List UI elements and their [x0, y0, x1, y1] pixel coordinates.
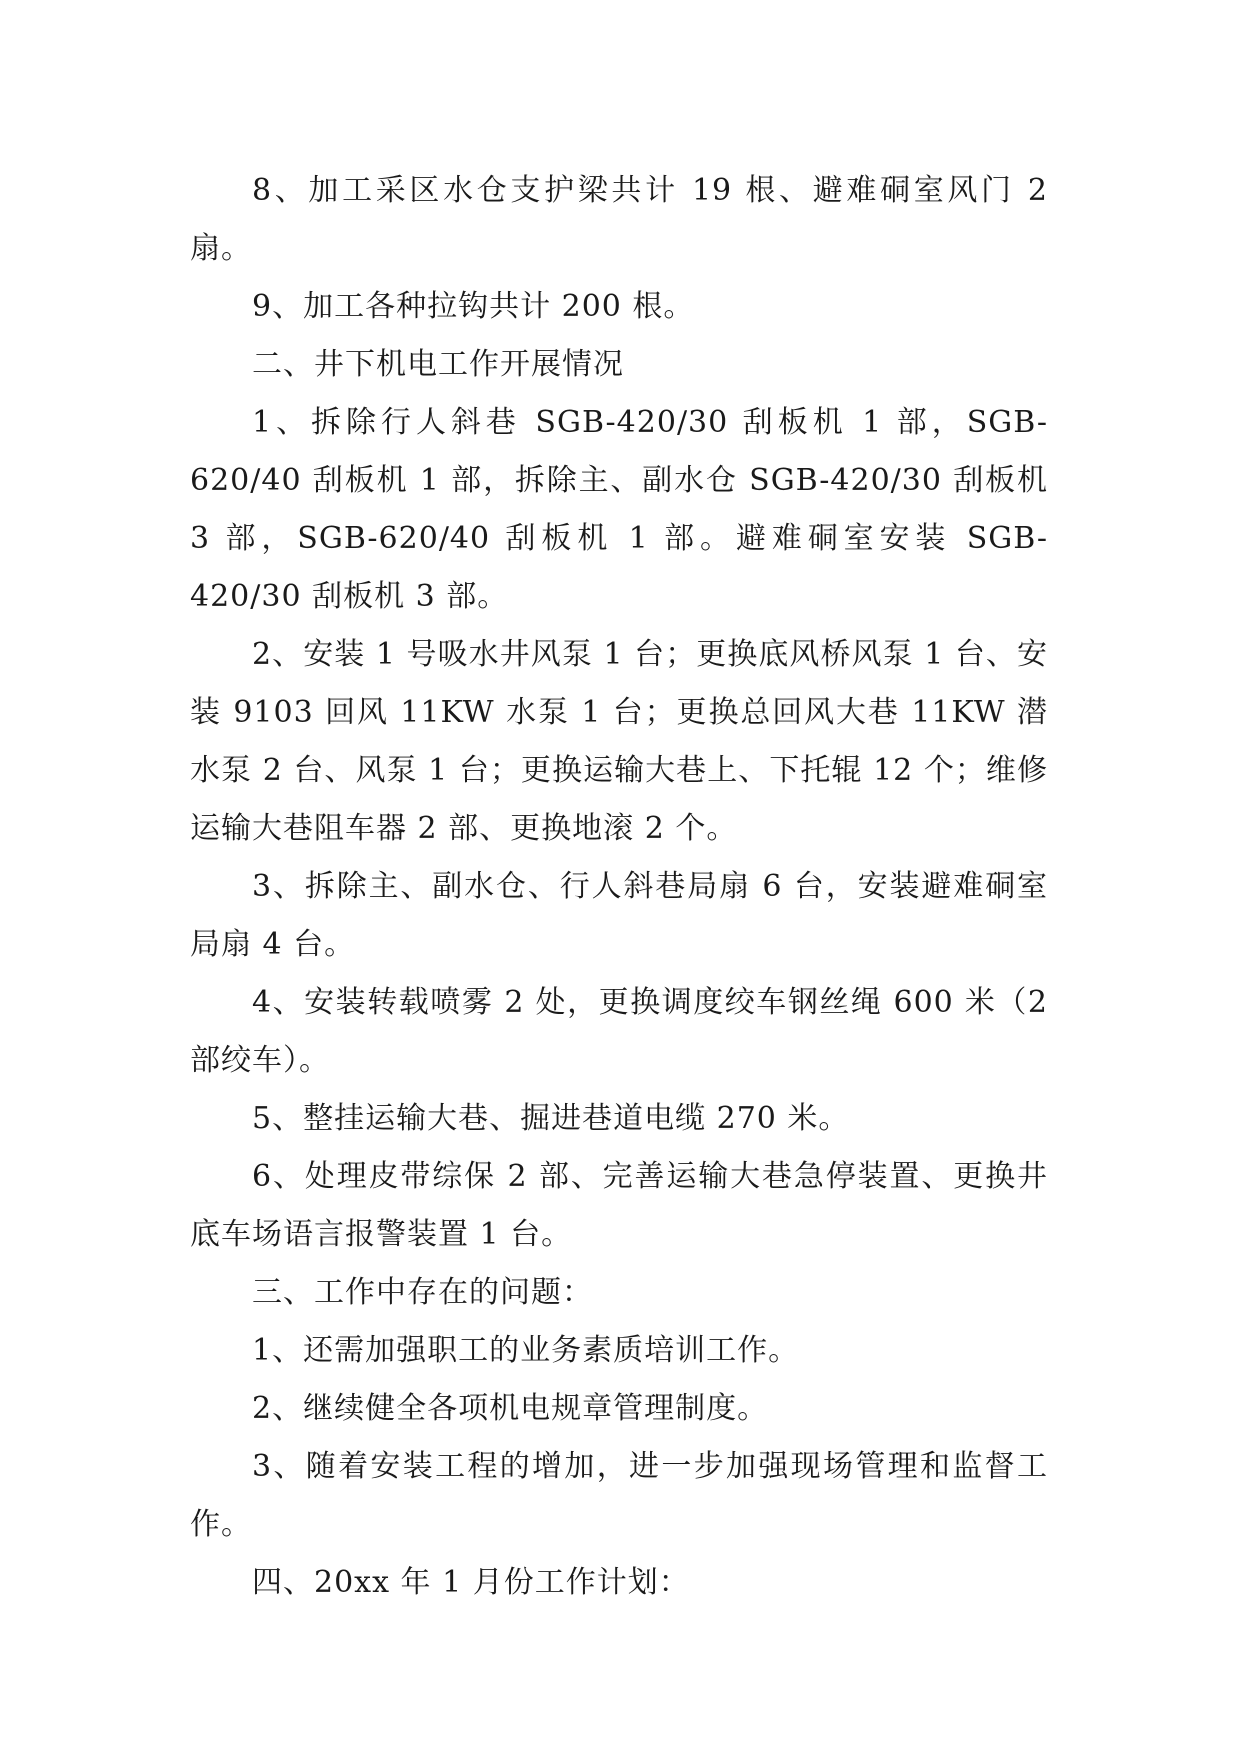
paragraph-item-2-pump-installation: 2、安装 1 号吸水井风泵 1 台；更换底风桥风泵 1 台、安装 9103 回风 11KW 水泵 1 台；更换总回风大巷 11KW 潜水泵 2 台、风泵 1 台；更换运输大巷上、下托辊 12 个；维修运输大巷阻车器 2 部、更换地滚 2 个。 [190, 637, 1048, 846]
section-heading-existing-problems: 三、工作中存在的问题： [252, 1275, 593, 1310]
paragraph-problem-1-training: 1、还需加强职工的业务素质培训工作。 [252, 1333, 800, 1368]
paragraph-item-8: 8、加工采区水仓支护梁共计 19 根、避难硐室风门 2 扇。 [190, 173, 1048, 266]
paragraph-item-3-local-fan: 3、拆除主、副水仓、行人斜巷局扇 6 台，安装避难硐室局扇 4 台。 [190, 869, 1048, 962]
document-body [190, 162, 1048, 1612]
paragraph-problem-2-regulations: 2、继续健全各项机电规章管理制度。 [252, 1391, 769, 1426]
paragraph-problem-3-supervision: 3、随着安装工程的增加，进一步加强现场管理和监督工作。 [190, 1449, 1048, 1542]
section-heading-underground-electromechanical: 二、井下机电工作开展情况 [252, 347, 624, 382]
paragraph-item-1-scraper-removal: 1、拆除行人斜巷 SGB-420/30 刮板机 1 部，SGB-620/40 刮板机 1 部，拆除主、副水仓 SGB-420/30 刮板机 3 部，SGB-620/40 刮板机 1 部。避难硐室安装 SGB-420/30 刮板机 3 部。 [190, 405, 1048, 614]
paragraph-item-9: 9、加工各种拉钩共计 200 根。 [252, 289, 695, 324]
paragraph-item-6-belt-protection: 6、处理皮带综保 2 部、完善运输大巷急停装置、更换井底车场语言报警装置 1 台。 [190, 1159, 1048, 1252]
section-heading-january-plan: 四、20xx 年 1 月份工作计划： [252, 1565, 690, 1600]
paragraph-item-4-spray-winch: 4、安装转载喷雾 2 处，更换调度绞车钢丝绳 600 米（2 部绞车）。 [190, 985, 1048, 1078]
paragraph-item-5-cable: 5、整挂运输大巷、掘进巷道电缆 270 米。 [252, 1101, 850, 1136]
